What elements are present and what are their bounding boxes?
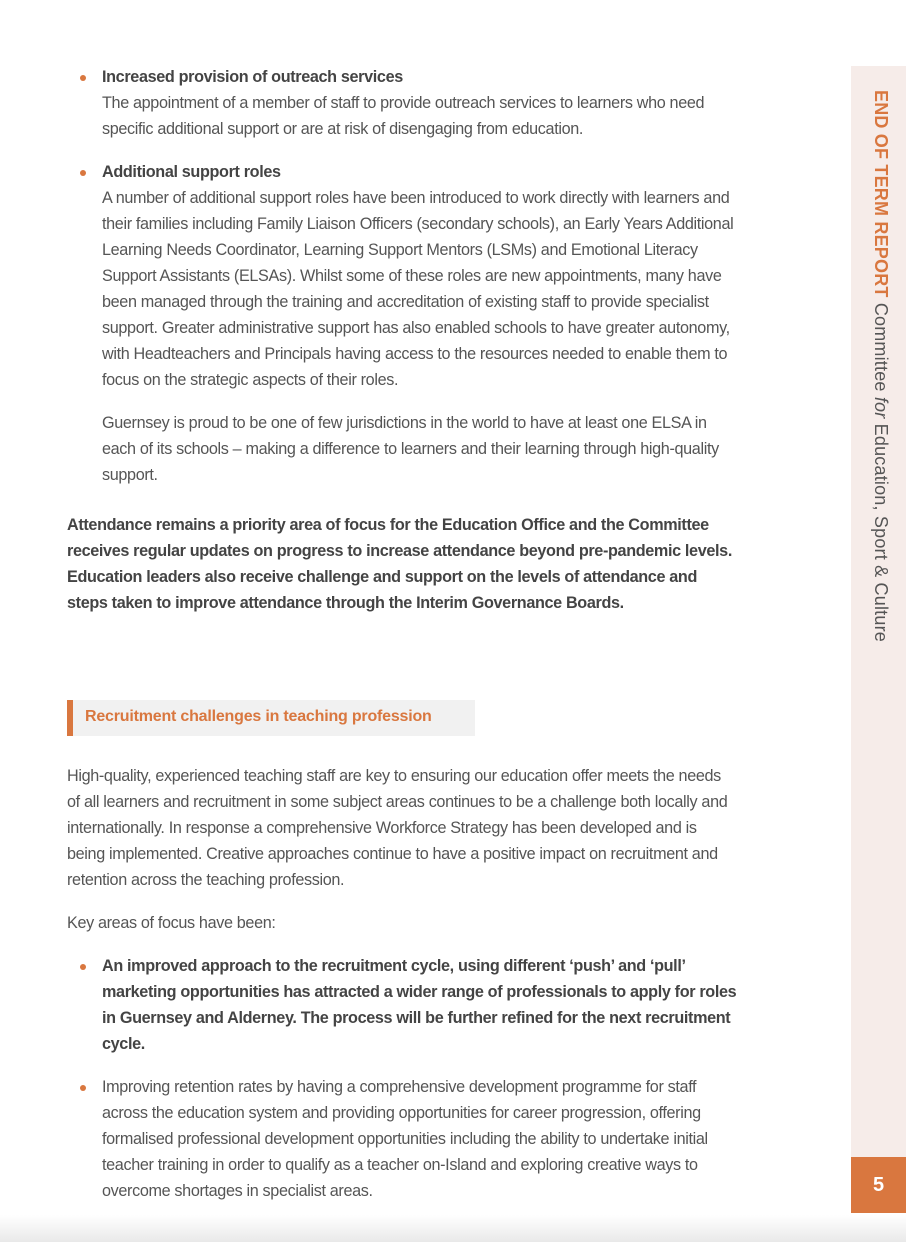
bullet-dot-icon: [80, 170, 86, 176]
attendance-paragraph: Attendance remains a priority area of focus for the Education Office and the Committee receives regular updates on progress to increase attendance beyond pre-pandemic levels. Education leaders also receive challenge and support on the levels of attendance and steps taken to improve attendance through the Interim Governance Boards.: [67, 516, 732, 612]
bullet-text-elsa: Guernsey is proud to be one of few jurisdictions in the world to have at least one ELSA in each of its schools – making a difference to learners and their learning through high-quality support.: [102, 414, 719, 484]
bullet-recruitment-cycle: [67, 953, 737, 1057]
bullet-text: Improving retention rates by having a comprehensive development programme for staff across the education system and providing opportunities for career progression, offering formalised professional development opportunities including the ability to undertake initial teacher training in order to qualify as a teacher on-Island and exploring creative ways to overcome shortages in specialist areas.: [102, 1078, 708, 1200]
committee-name-suffix: Education, Sport & Culture: [871, 418, 891, 642]
section-heading-recruitment: Recruitment challenges in teaching profession: [67, 700, 475, 736]
recruitment-intro: High-quality, experienced teaching staff are key to ensuring our education offer meets the needs of all learners and recruitment in some subject areas continues to be a challenge both locally and internationally. In response a comprehensive Workforce Strategy has been developed and is being implemented. Creative approaches continue to have a positive impact on recruitment and retention across the teaching profession.: [67, 767, 728, 889]
bullet-text: An improved approach to the recruitment cycle, using different ‘push’ and ‘pull’ marketing opportunities has attracted a wider range of professionals to apply for roles in Guernsey and Alderney. The process will be further refined for the next recruitment cycle.: [102, 957, 737, 1053]
bullet-dot-icon: [80, 964, 86, 970]
bullet-title: Additional support roles: [102, 163, 281, 181]
page-content: [67, 64, 737, 616]
bullet-retention: [67, 1074, 737, 1204]
page-number: 5: [851, 1157, 906, 1213]
page-bottom-shadow: [0, 1215, 906, 1242]
committee-name-prefix: Committee: [871, 302, 891, 397]
key-areas-label: Key areas of focus have been:: [67, 914, 276, 932]
sidebar-report-title: [870, 90, 891, 642]
bullet-dot-icon: [80, 1085, 86, 1091]
recruitment-content: [67, 763, 737, 1204]
bullet-dot-icon: [80, 75, 86, 81]
report-title: END OF TERM REPORT: [871, 90, 891, 298]
bullet-title: Increased provision of outreach services: [102, 68, 403, 86]
bullet-text: The appointment of a member of staff to provide outreach services to learners who need specific additional support or are at risk of disengaging from education.: [102, 94, 705, 138]
committee-name-for: for: [871, 396, 891, 419]
bullet-outreach: [67, 64, 737, 142]
bullet-text: A number of additional support roles have been introduced to work directly with learners and their families including Family Liaison Officers (secondary schools), an Early Years Additional Learning Needs Coordinator, Learning Support Mentors (LSMs) and Emotional Literacy Support Assistants (ELSAs). Whilst some of these roles are new appointments, many have been managed through the training and accreditation of existing staff to provide specialist support. Greater administrative support has also enabled schools to have greater autonomy, with Headteachers and Principals having access to the resources needed to enable them to focus on the strategic aspects of their roles.: [102, 189, 734, 389]
bullet-support-roles: [67, 159, 737, 488]
